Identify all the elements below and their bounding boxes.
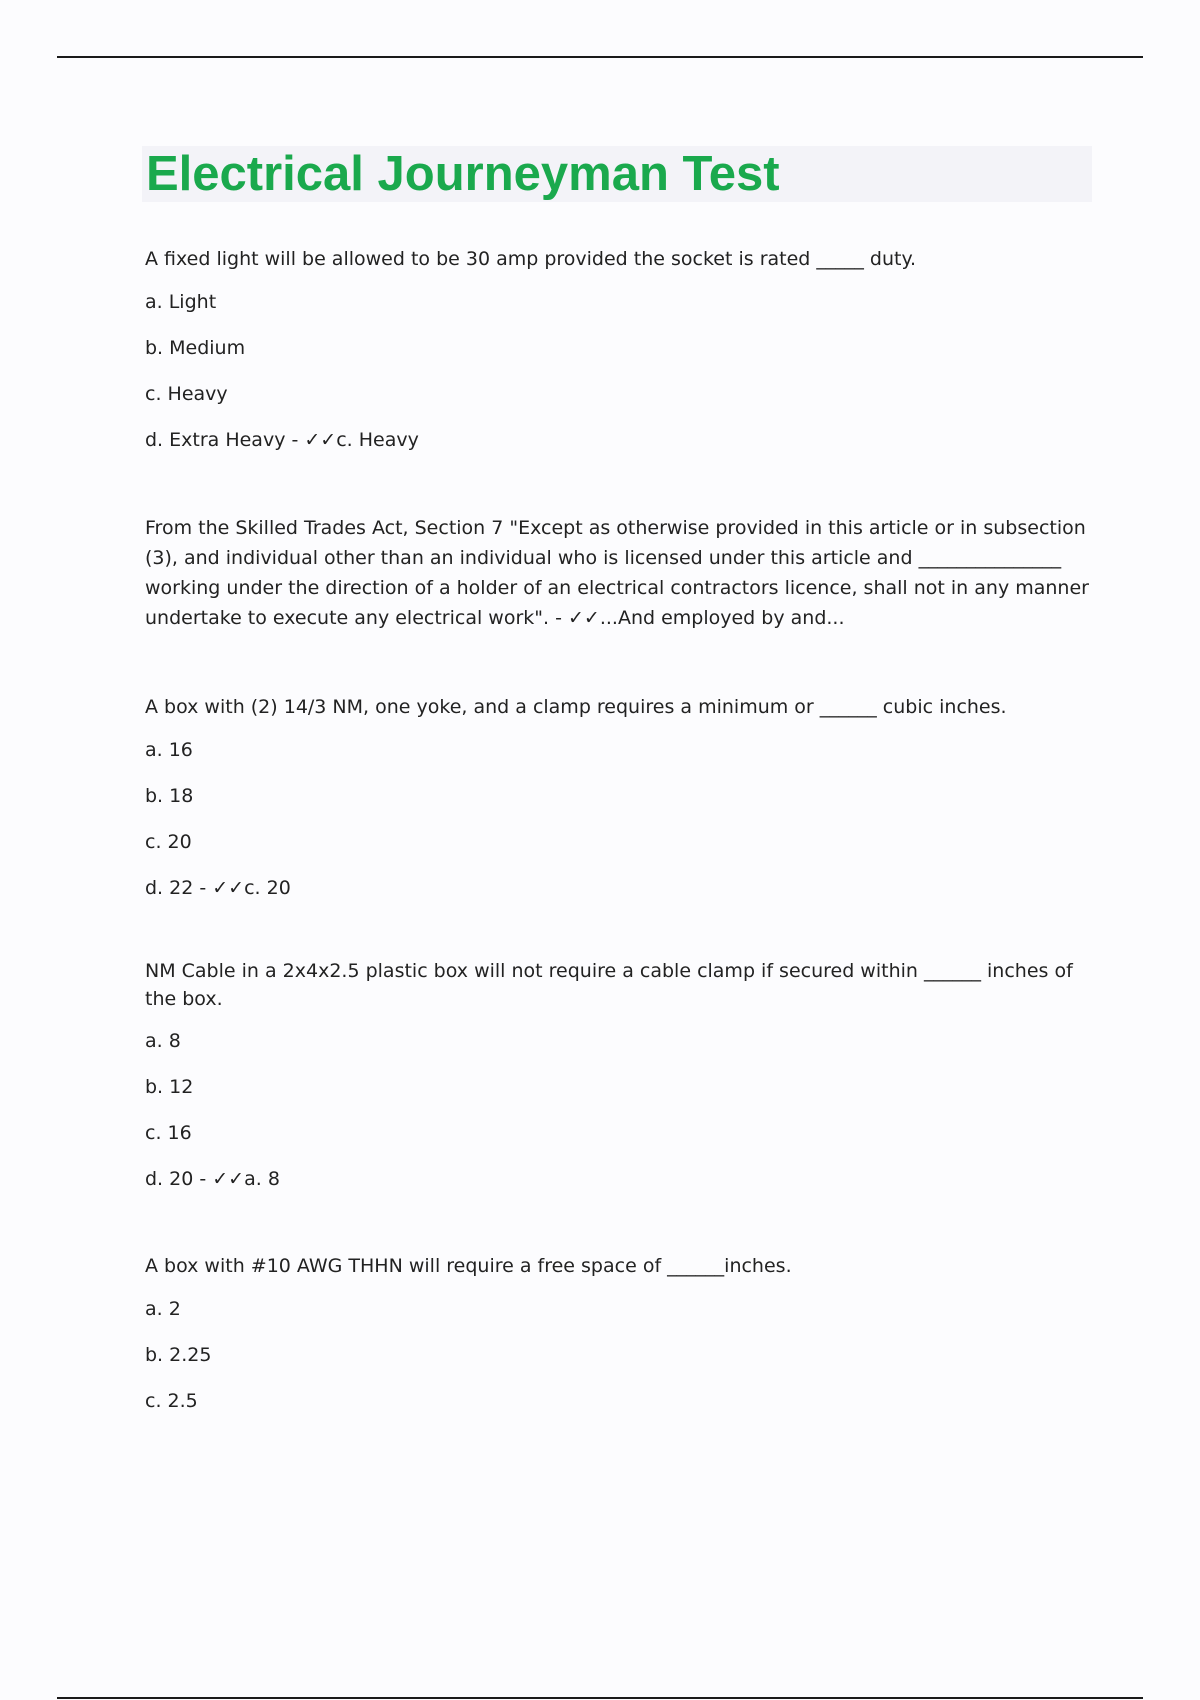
question-5 [145,1251,1090,1416]
question-5-option-a: a. 2 [145,1298,181,1320]
question-2-stem-answer: From the Skilled Trades Act, Section 7 "Except as otherwise provided in this article or in subsection (3), and individual other than an individual who is licensed under this article and _______________ working under the direction of a holder of an electrical contractors licence, shall not in any manner undertake to execute any electrical work". - ✓✓...And employed by and... [145,517,1089,629]
question-5-option-b: b. 2.25 [145,1344,212,1366]
question-1 [145,244,1090,455]
question-3-stem: A box with (2) 14/3 NM, one yoke, and a clamp requires a minimum or ______ cubic inches. [145,696,1007,718]
question-5-option-c: c. 2.5 [145,1390,198,1412]
question-4-option-d-answer: d. 20 - ✓✓a. 8 [145,1168,280,1190]
question-3-option-d-answer: d. 22 - ✓✓c. 20 [145,877,291,899]
question-4-stem: NM Cable in a 2x4x2.5 plastic box will not require a cable clamp if secured within ______ inches of the box. [145,960,1073,1010]
question-1-option-a: a. Light [145,291,217,313]
question-1-option-d-answer: d. Extra Heavy - ✓✓c. Heavy [145,429,419,451]
question-1-stem: A fixed light will be allowed to be 30 amp provided the socket is rated _____ duty. [145,248,917,270]
question-5-stem: A box with #10 AWG THHN will require a free space of ______inches. [145,1255,792,1277]
page-title: Electrical Journeyman Test [146,147,780,201]
top-rule [57,56,1143,58]
question-list [145,244,1090,1432]
question-4 [145,957,1090,1194]
question-1-option-c: c. Heavy [145,383,228,405]
question-3-option-b: b. 18 [145,785,194,807]
bottom-rule [57,1697,1143,1699]
question-3-option-c: c. 20 [145,831,192,853]
question-4-option-c: c. 16 [145,1122,192,1144]
question-1-option-b: b. Medium [145,337,246,359]
question-4-option-a: a. 8 [145,1030,181,1052]
question-4-option-b: b. 12 [145,1076,194,1098]
question-3-option-a: a. 16 [145,739,193,761]
question-3 [145,692,1090,903]
question-2 [145,513,1090,633]
